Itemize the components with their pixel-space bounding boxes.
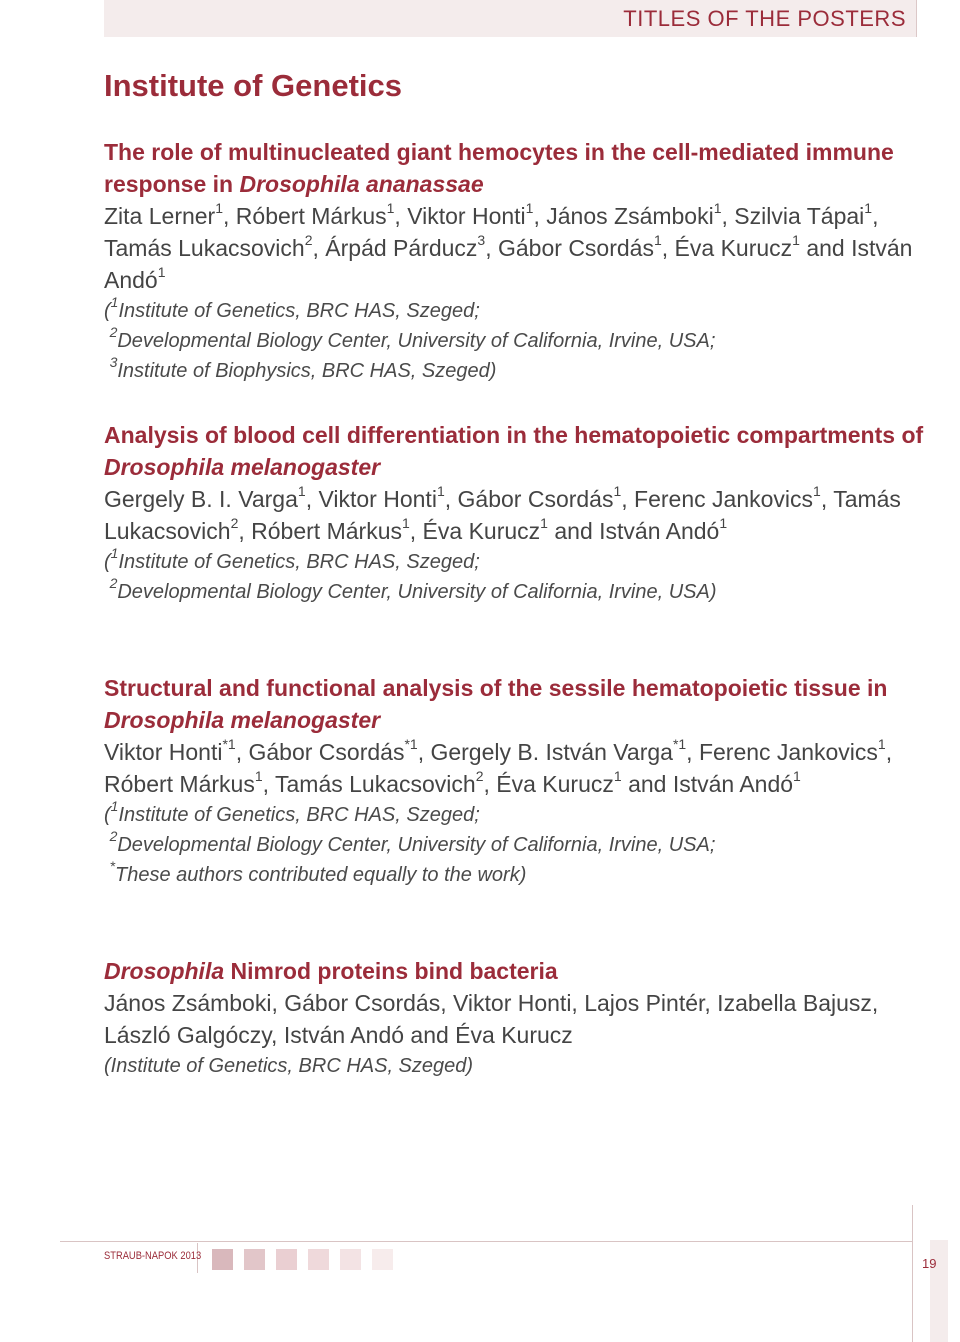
decorative-square [372,1249,393,1270]
poster-entry [104,419,924,607]
poster-entry [104,672,924,890]
decorative-square [340,1249,361,1270]
page-number-box [912,1205,943,1342]
poster-title: Structural and functional analysis of the sessile hematopoietic tissue in Drosophila melanogaster [104,675,888,733]
poster-title: The role of multinucleated giant hemocytes in the cell-mediated immune response in Drosophila ananassae [104,139,894,197]
poster-authors: Viktor Honti$^{*1}$, Gábor Csordás$^{*1}$, Gergely B. István Varga$^{*1}$, Ferenc Jankovics$^1$, Róbert Márkus$^1$, Tamás Lukacsovich$^2$, Éva Kurucz$^1$ and István Andó$^1$ [104,736,893,797]
poster-entry [104,955,924,1081]
poster-title: Drosophila Nimrod proteins bind bacteria [104,958,558,984]
decorative-square [212,1249,233,1270]
decorative-square [308,1249,329,1270]
page-number: 19 [922,1256,937,1271]
poster-authors: János Zsámboki, Gábor Csordás, Viktor Honti, Lajos Pintér, Izabella Bajusz, László Galgóczy, István Andó and Éva Kurucz [104,990,879,1048]
poster-affiliation: ($^1$Institute of Genetics, BRC HAS, Szeged; $^2$Developmental Biology Center, University of California, Irvine, USA; $^3$Institute of Biophysics, BRC HAS, Szeged) [104,294,716,382]
footer-label: STRAUB-NAPOK 2013 [104,1250,202,1262]
poster-affiliation: ($^1$Institute of Genetics, BRC HAS, Szeged; $^2$Developmental Biology Center, University of California, Irvine, USA) [104,545,717,603]
header-bar [104,0,917,37]
header-title: TITLES OF THE POSTERS [623,6,906,31]
poster-title: Analysis of blood cell differentiation in the hematopoietic compartments of Drosophila melanogaster [104,422,924,480]
decorative-square [276,1249,297,1270]
section-title: Institute of Genetics [104,68,402,103]
poster-affiliation: ($^1$Institute of Genetics, BRC HAS, Szeged; $^2$Developmental Biology Center, University of California, Irvine, USA; *These authors contributed equally to the work) [104,798,716,886]
poster-affiliation: (Institute of Genetics, BRC HAS, Szeged) [104,1055,474,1077]
decorative-square [244,1249,265,1270]
footer-rule [60,1241,912,1242]
poster-authors: Zita Lerner$^1$, Róbert Márkus$^1$, Viktor Honti$^1$, János Zsámboki$^1$, Szilvia Tápai$^1$, Tamás Lukacsovich$^2$, Árpád Párducz$^3$, Gábor Csordás$^1$, Éva Kurucz$^1$ and István Andó$^1$ [104,200,913,293]
footer-decorative-squares [212,1249,393,1270]
poster-authors: Gergely B. I. Varga$^1$, Viktor Honti$^1$, Gábor Csordás$^1$, Ferenc Jankovics$^1$, Tamás Lukacsovich$^2$, Róbert Márkus$^1$, Éva Kurucz$^1$ and István Andó$^1$ [104,483,901,544]
poster-entry [104,136,924,386]
